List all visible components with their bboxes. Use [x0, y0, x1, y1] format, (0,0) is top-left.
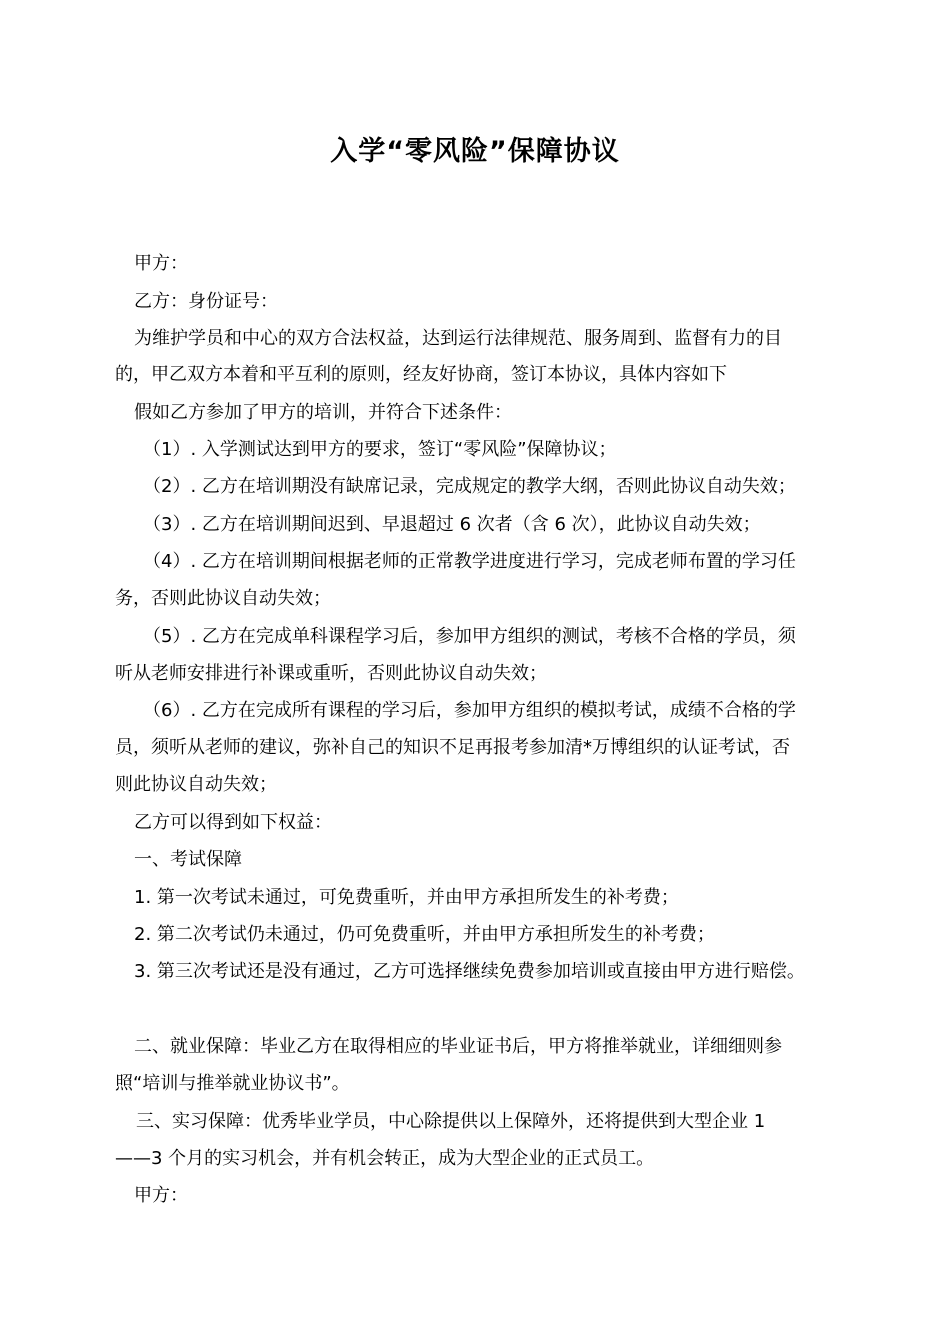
- paragraph-line: 假如乙方参加了甲方的培训，并符合下述条件：: [134, 402, 512, 423]
- condition-item-continued: 听从老师安排进行补课或重听，否则此协议自动失效；: [115, 663, 547, 684]
- internship-section: 三、实习保障：优秀毕业学员，中心除提供以上保障外，还将提供到大型企业 1: [136, 1111, 766, 1132]
- exam-item: 1. 第一次考试未通过，可免费重听，并由甲方承担所发生的补考费；: [134, 887, 679, 908]
- exam-item: 3. 第三次考试还是没有通过，乙方可选择继续免费参加培训或直接由甲方进行赔偿。: [134, 961, 805, 982]
- exam-item: 2. 第二次考试仍未通过，仍可免费重听，并由甲方承担所发生的补考费；: [134, 924, 715, 945]
- condition-item-continued: 则此协议自动失效；: [115, 774, 277, 795]
- condition-item: （5）. 乙方在完成单科课程学习后，参加甲方组织的测试，考核不合格的学员，须: [143, 626, 796, 647]
- paragraph-line: 的，甲乙双方本着和平互利的原则，经友好协商，签订本协议，具体内容如下: [115, 364, 727, 385]
- party-b-label: 乙方：身份证号：: [134, 291, 278, 312]
- condition-item: （1）. 入学测试达到甲方的要求，签订“零风险”保障协议；: [143, 439, 617, 460]
- condition-item: （3）. 乙方在培训期间迟到、早退超过 6 次者（含 6 次），此协议自动失效；: [143, 514, 761, 535]
- rights-heading: 乙方可以得到如下权益：: [134, 812, 332, 833]
- condition-item: （4）. 乙方在培训期间根据老师的正常教学进度进行学习，完成老师布置的学习任: [143, 551, 796, 572]
- party-a-label: 甲方：: [134, 253, 188, 274]
- employment-section-continued: 照“培训与推举就业协议书”。: [115, 1073, 350, 1094]
- section-heading-exam: 一、考试保障: [134, 849, 242, 870]
- internship-section-continued: ——3 个月的实习机会，并有机会转正，成为大型企业的正式员工。: [115, 1148, 655, 1169]
- condition-item: （2）. 乙方在培训期没有缺席记录，完成规定的教学大纲，否则此协议自动失效；: [143, 476, 796, 497]
- condition-item: （6）. 乙方在完成所有课程的学习后，参加甲方组织的模拟考试，成绩不合格的学: [143, 700, 796, 721]
- party-a-signature-label: 甲方：: [134, 1185, 188, 1206]
- paragraph-line: 为维护学员和中心的双方合法权益，达到运行法律规范、服务周到、监督有力的目: [134, 328, 782, 349]
- document-title: 入学“零风险”保障协议: [330, 136, 620, 167]
- condition-item-continued: 员，须听从老师的建议，弥补自己的知识不足再报考参加清*万博组织的认证考试，否: [115, 737, 790, 758]
- employment-section: 二、就业保障：毕业乙方在取得相应的毕业证书后，甲方将推举就业，详细细则参: [134, 1036, 782, 1057]
- condition-item-continued: 务，否则此协议自动失效；: [115, 588, 331, 609]
